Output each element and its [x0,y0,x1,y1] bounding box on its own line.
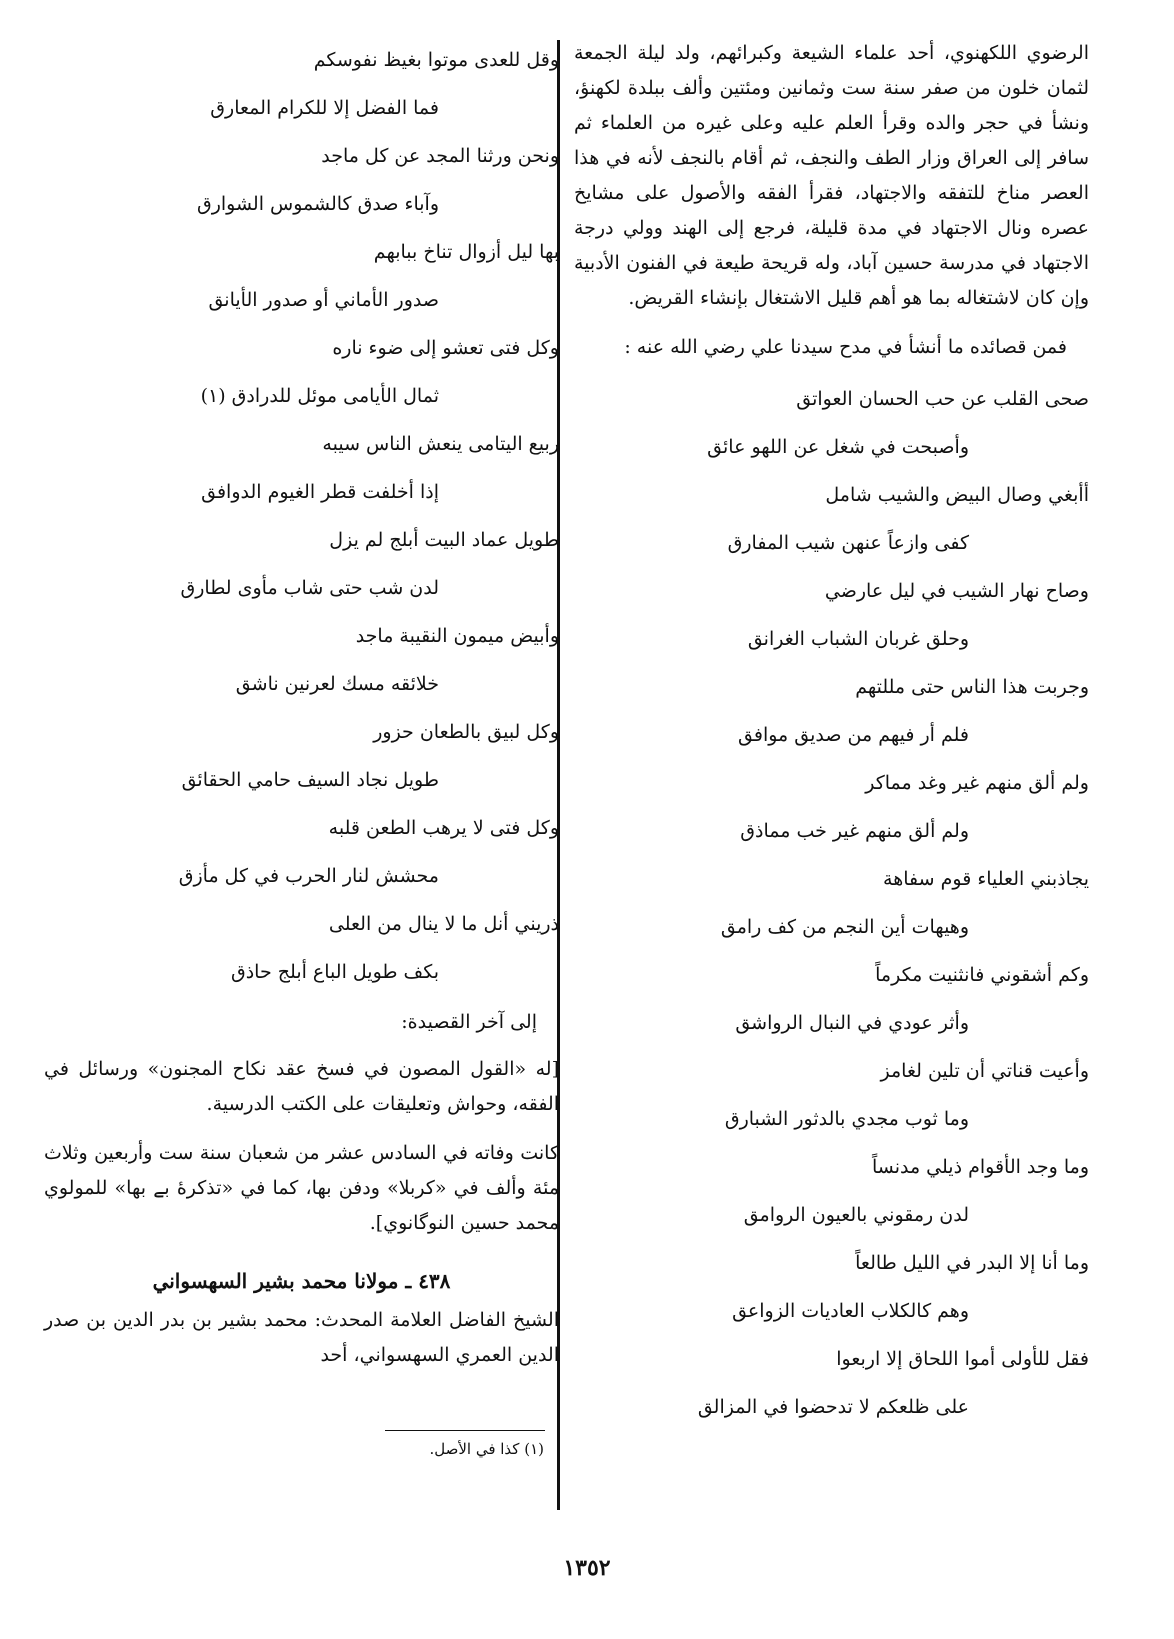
verse-line: وصاح نهار الشيب في ليل عارضي [824,580,1089,602]
verse-line: وما وجد الأقوام ذيلي مدنساً [871,1156,1089,1178]
poem-verses-left [44,36,559,996]
verse-line: وأصبحت في شغل عن اللهو عائق [707,436,969,458]
verse-line: ونحن ورثنا المجد عن كل ماجد [321,145,559,167]
verse-line: وجربت هذا الناس حتى مللتهم [855,676,1089,698]
verse-line: وقل للعدى موتوا بغيظ نفوسكم [313,49,559,71]
verse-line: وكل لبيق بالطعان حزور [373,721,559,743]
verse-line: وأثر عودي في النبال الرواشق [735,1012,969,1034]
verse-line: ذريني أنل ما لا ينال من العلى [328,913,559,935]
verse-line: إذا أخلفت قطر الغيوم الدوافق [201,481,439,503]
verse-line: ربيع اليتامى ينعش الناس سيبه [322,433,559,455]
verse-line: ولم ألق منهم غير وغد مماكر [865,772,1089,794]
verse-line: فقل للأولى أموا اللحاق إلا اربعوا [836,1348,1089,1370]
verse-line: ثمال الأيامى موئل للدرادق (١) [200,385,439,407]
page-number: ١٣٥٢ [563,1555,611,1581]
verse-line: وما ثوب مجدي بالدثور الشبارق [724,1108,969,1130]
verse-line: طويل نجاد السيف حامي الحقائق [181,769,439,791]
verse-line: صدور الأماني أو صدور الأيانق [208,289,439,311]
poem-intro: فمن قصائده ما أنشأ في مدح سيدنا علي رضي الله عنه : [624,336,1067,358]
verse-line: يجاذبني العلياء قوم سفاهة [883,868,1089,890]
verse-line: وحلق غربان الشباب الغرانق [747,628,969,650]
footnote: (١) كذا في الأصل. [429,1440,544,1458]
entry-bio-paragraph: الشيخ الفاضل العلامة المحدث: محمد بشير بن بدر الدين بن صدر الدين العمري السهسواني، أحد [44,1309,559,1366]
verse-line: ولم ألق منهم غير خب مماذق [740,820,969,842]
verse-line: على ظلعكم لا تدحضوا في المزالق [697,1396,969,1418]
verse-line: أأبغي وصال البيض والشيب شامل [825,484,1089,506]
verse-line: وهيهات أين النجم من كف رامق [720,916,969,938]
verse-line: فلم أر فيهم من صديق موافق [738,724,969,746]
verse-line: وما أنا إلا البدر في الليل طالعاً [855,1252,1089,1274]
works-paragraph: [له «القول المصون في فسخ عقد نكاح المجنون» ورسائل في الفقه، وحواش وتعليقات على الكتب الدرسية. [44,1058,559,1115]
verse-line: وكم أشقوني فانثنيت مكرماً [875,964,1089,986]
verse-line: خلائقه مسك لعرنين ناشق [235,673,439,695]
verse-line: لدن شب حتى شاب مأوى لطارق [180,577,439,599]
verse-line: وأعيت قناتي أن تلين لغامز [880,1060,1089,1082]
verse-line: بها ليل أزوال تناخ ببابهم [373,241,559,263]
verse-line: صحى القلب عن حب الحسان العواتق [796,388,1089,410]
entry-heading: ٤٣٨ ـ مولانا محمد بشير السهسواني [152,1269,451,1293]
verse-line: كفى وازعاً عنهن شيب المفارق [727,532,969,554]
right-column [574,36,1089,1431]
verse-line: فما الفضل إلا للكرام المعارق [210,97,439,119]
biography-paragraph: الرضوي اللكهنوي، أحد علماء الشيعة وكبرائهم، ولد ليلة الجمعة لثمان خلون من صفر سنة ست وثمانين ومئتين وألف ببلدة لكهنؤ، ونشأ في حجر والده وقرأ العلم عليه وعلى غيره من العلماء ثم سافر إلى العراق وزار الطف والنجف، ثم أقام بالنجف لأنه في هذا العصر مناخ للتفقه والاجتهاد، فقرأ الفقه والأصول على مشايخ عصره ونال الاجتهاد في مدة قليلة، فرجع إلى الهند وولي درجة الاجتهاد في مدرسة حسين آباد، وله قريحة طيعة في الفنون الأدبية وإن كان لاشتغاله بما هو أهم قليل الاشتغال بإنشاء القريض. [574,42,1089,309]
left-column [44,36,559,1387]
verse-line: وهم كالكلاب العاديات الزواعق [732,1300,969,1322]
poem-end-note: إلى آخر القصيدة: [401,1011,537,1033]
verse-line: لدن رمقوني بالعيون الروامق [743,1204,969,1226]
verse-line: محشش لنار الحرب في كل مأزق [178,865,439,887]
verse-line: بكف طويل الباع أبلج حاذق [230,961,439,983]
death-paragraph: كانت وفاته في السادس عشر من شعبان سنة ست وأربعين وثلاث مئة وألف في «كربلا» ودفن بها، كما في «تذكرهٔ بے بها» للمولوي محمد حسين النوگانوي]. [44,1142,559,1234]
footnote-rule [385,1430,545,1431]
verse-line: وكل فتى تعشو إلى ضوء ناره [332,337,559,359]
verse-line: طويل عماد البيت أبلج لم يزل [329,529,559,551]
verse-line: وأبيض ميمون النقيبة ماجد [355,625,559,647]
verse-line: وآباء صدق كالشموس الشوارق [196,193,439,215]
verse-line: وكل فتى لا يرهب الطعن قلبه [328,817,559,839]
poem-verses-right [574,375,1089,1431]
